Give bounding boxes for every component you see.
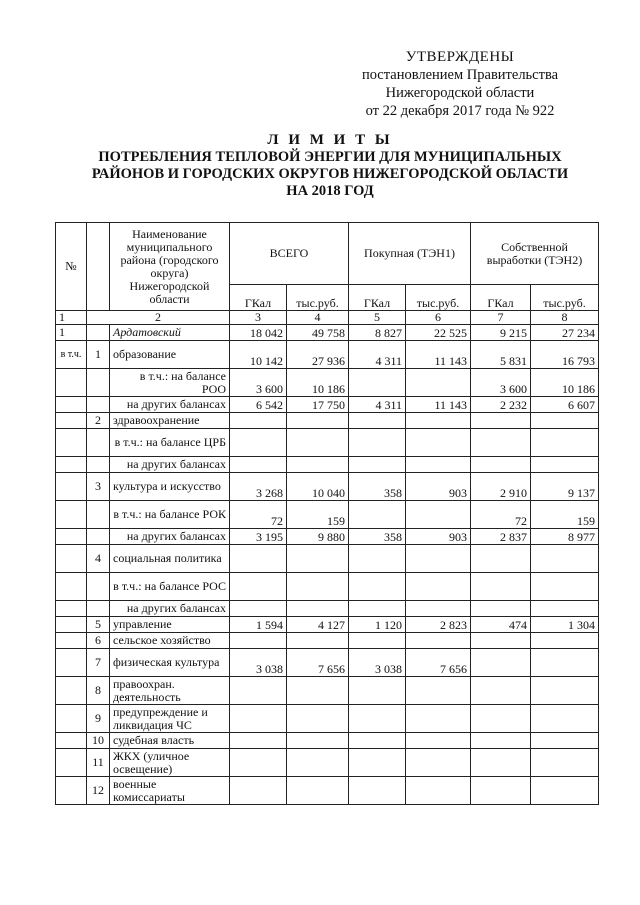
row-subnumber-cell: 8	[87, 677, 110, 705]
approval-block	[340, 48, 580, 120]
row-name-cell: Ардатовский	[110, 325, 230, 341]
row-number-cell	[56, 573, 87, 601]
row-name-cell: предупреждение и ликвидация ЧС	[110, 705, 230, 733]
header-cell-total: ВСЕГО	[230, 223, 349, 285]
row-subnumber-cell: 4	[87, 545, 110, 573]
row-value-cell	[531, 573, 599, 601]
row-value-cell	[471, 545, 531, 573]
row-value-cell	[531, 545, 599, 573]
table-row	[56, 617, 599, 633]
row-value-cell: 9 215	[471, 325, 531, 341]
row-subnumber-cell	[87, 529, 110, 545]
row-value-cell	[349, 369, 406, 397]
index-cell: 4	[287, 311, 349, 325]
table-row	[56, 777, 599, 805]
row-number-cell	[56, 413, 87, 429]
table-row	[56, 749, 599, 777]
table-row	[56, 473, 599, 501]
row-value-cell	[230, 413, 287, 429]
row-number-cell	[56, 601, 87, 617]
row-value-cell	[230, 705, 287, 733]
row-number-cell	[56, 617, 87, 633]
row-value-cell	[471, 457, 531, 473]
row-value-cell	[349, 705, 406, 733]
row-number-cell	[56, 777, 87, 805]
row-number-cell	[56, 429, 87, 457]
row-value-cell: 9 880	[287, 529, 349, 545]
row-value-cell	[287, 677, 349, 705]
row-value-cell	[531, 677, 599, 705]
row-value-cell	[406, 429, 471, 457]
row-value-cell	[230, 601, 287, 617]
row-value-cell	[406, 677, 471, 705]
row-subnumber-cell	[87, 501, 110, 529]
row-name-cell: культура и искусство	[110, 473, 230, 501]
row-value-cell	[230, 429, 287, 457]
row-value-cell	[287, 573, 349, 601]
row-subnumber-cell: 7	[87, 649, 110, 677]
row-value-cell	[287, 733, 349, 749]
row-value-cell: 1 120	[349, 617, 406, 633]
row-subnumber-cell	[87, 397, 110, 413]
header-cell-bought: Покупная (ТЭН1)	[349, 223, 471, 285]
row-name-cell: в т.ч.: на балансе РОО	[110, 369, 230, 397]
row-subnumber-cell: 11	[87, 749, 110, 777]
row-value-cell	[287, 429, 349, 457]
row-value-cell	[349, 733, 406, 749]
header-cell-no: №	[56, 223, 87, 311]
row-value-cell	[471, 705, 531, 733]
index-cell: 6	[406, 311, 471, 325]
row-value-cell	[471, 601, 531, 617]
row-value-cell	[230, 457, 287, 473]
row-value-cell	[230, 633, 287, 649]
row-value-cell: 10 142	[230, 341, 287, 369]
table-row	[56, 677, 599, 705]
index-cell: 3	[230, 311, 287, 325]
table-row	[56, 705, 599, 733]
row-subnumber-cell: 9	[87, 705, 110, 733]
row-value-cell: 4 127	[287, 617, 349, 633]
row-value-cell	[349, 601, 406, 617]
row-number-cell	[56, 733, 87, 749]
row-value-cell	[406, 573, 471, 601]
row-number-cell	[56, 397, 87, 413]
unit-cell: тыс.руб.	[287, 285, 349, 311]
row-value-cell	[406, 777, 471, 805]
row-value-cell	[406, 749, 471, 777]
row-value-cell: 358	[349, 473, 406, 501]
row-name-cell: в т.ч.: на балансе ЦРБ	[110, 429, 230, 457]
row-value-cell	[349, 633, 406, 649]
row-value-cell	[349, 457, 406, 473]
row-value-cell	[349, 413, 406, 429]
row-value-cell	[230, 733, 287, 749]
index-row	[56, 311, 599, 325]
unit-cell: тыс.руб.	[531, 285, 599, 311]
row-value-cell	[531, 429, 599, 457]
table-row	[56, 633, 599, 649]
table-row	[56, 325, 599, 341]
row-subnumber-cell	[87, 601, 110, 617]
row-name-cell: военные комиссариаты	[110, 777, 230, 805]
row-name-cell: на других балансах	[110, 397, 230, 413]
row-name-cell: в т.ч.: на балансе РОС	[110, 573, 230, 601]
row-value-cell: 358	[349, 529, 406, 545]
row-value-cell	[406, 369, 471, 397]
row-value-cell	[287, 705, 349, 733]
row-value-cell: 8 827	[349, 325, 406, 341]
row-value-cell: 159	[531, 501, 599, 529]
row-value-cell	[471, 633, 531, 649]
row-value-cell	[287, 413, 349, 429]
table-row	[56, 529, 599, 545]
row-subnumber-cell	[87, 325, 110, 341]
row-value-cell	[287, 749, 349, 777]
unit-cell: ГКал	[230, 285, 287, 311]
row-value-cell	[471, 749, 531, 777]
row-name-cell: на других балансах	[110, 601, 230, 617]
row-value-cell: 159	[287, 501, 349, 529]
page-bottom-edge	[0, 896, 640, 897]
row-value-cell: 4 311	[349, 397, 406, 413]
row-value-cell: 6 607	[531, 397, 599, 413]
row-name-cell: социальная политика	[110, 545, 230, 573]
row-value-cell	[406, 545, 471, 573]
row-value-cell: 5 831	[471, 341, 531, 369]
heading-line: РАЙОНОВ И ГОРОДСКИХ ОКРУГОВ НИЖЕГОРОДСКОЙ ОБЛАСТИ	[91, 166, 569, 182]
row-name-cell: физическая культура	[110, 649, 230, 677]
row-value-cell: 3 268	[230, 473, 287, 501]
row-value-cell: 2 823	[406, 617, 471, 633]
row-value-cell	[287, 457, 349, 473]
row-value-cell	[349, 429, 406, 457]
row-value-cell	[349, 777, 406, 805]
header-cell-sub	[87, 223, 110, 311]
row-value-cell	[531, 749, 599, 777]
row-value-cell: 7 656	[406, 649, 471, 677]
row-value-cell	[471, 573, 531, 601]
row-value-cell	[531, 733, 599, 749]
row-value-cell	[531, 705, 599, 733]
row-value-cell: 27 936	[287, 341, 349, 369]
row-value-cell	[349, 749, 406, 777]
row-subnumber-cell: 1	[87, 341, 110, 369]
row-value-cell: 27 234	[531, 325, 599, 341]
row-value-cell	[406, 457, 471, 473]
table-row	[56, 733, 599, 749]
row-value-cell	[531, 649, 599, 677]
row-value-cell: 3 600	[471, 369, 531, 397]
row-number-cell	[56, 749, 87, 777]
row-value-cell: 1 594	[230, 617, 287, 633]
row-number-cell	[56, 633, 87, 649]
row-number-cell: в т.ч.	[56, 341, 87, 369]
row-value-cell	[230, 573, 287, 601]
heading-title: Л И М И Т Ы	[267, 132, 393, 148]
row-value-cell: 22 525	[406, 325, 471, 341]
row-number-cell	[56, 705, 87, 733]
row-value-cell: 4 311	[349, 341, 406, 369]
limits-table	[55, 222, 599, 805]
row-subnumber-cell: 3	[87, 473, 110, 501]
row-name-cell: на других балансах	[110, 457, 230, 473]
row-number-cell	[56, 473, 87, 501]
row-value-cell	[349, 573, 406, 601]
row-subnumber-cell: 10	[87, 733, 110, 749]
row-name-cell: судебная власть	[110, 733, 230, 749]
row-value-cell	[287, 777, 349, 805]
row-number-cell	[56, 501, 87, 529]
row-value-cell	[406, 413, 471, 429]
row-value-cell: 72	[471, 501, 531, 529]
row-name-cell: управление	[110, 617, 230, 633]
table-row	[56, 601, 599, 617]
row-name-cell: ЖКХ (уличное освещение)	[110, 749, 230, 777]
row-value-cell: 72	[230, 501, 287, 529]
row-value-cell	[471, 677, 531, 705]
approval-date: от 22 декабря 2017 года № 922	[365, 103, 555, 119]
row-value-cell: 49 758	[287, 325, 349, 341]
row-value-cell: 10 040	[287, 473, 349, 501]
row-value-cell: 11 143	[406, 397, 471, 413]
row-value-cell: 2 232	[471, 397, 531, 413]
row-name-cell: правоохран. деятельность	[110, 677, 230, 705]
row-value-cell	[230, 545, 287, 573]
row-value-cell	[531, 457, 599, 473]
row-subnumber-cell: 5	[87, 617, 110, 633]
row-number-cell	[56, 677, 87, 705]
row-number-cell	[56, 457, 87, 473]
row-subnumber-cell: 2	[87, 413, 110, 429]
row-subnumber-cell	[87, 429, 110, 457]
row-subnumber-cell: 12	[87, 777, 110, 805]
row-value-cell	[349, 501, 406, 529]
row-name-cell: образование	[110, 341, 230, 369]
row-value-cell	[287, 601, 349, 617]
row-value-cell: 16 793	[531, 341, 599, 369]
table-row	[56, 457, 599, 473]
row-value-cell	[406, 601, 471, 617]
index-cell: 7	[471, 311, 531, 325]
row-value-cell: 17 750	[287, 397, 349, 413]
row-number-cell	[56, 545, 87, 573]
heading-line: НА 2018 ГОД	[286, 183, 374, 199]
row-value-cell	[471, 777, 531, 805]
row-value-cell	[287, 633, 349, 649]
table-row	[56, 341, 599, 369]
row-value-cell: 10 186	[287, 369, 349, 397]
document-heading	[40, 132, 620, 200]
row-value-cell: 3 600	[230, 369, 287, 397]
row-number-cell	[56, 529, 87, 545]
row-value-cell: 3 195	[230, 529, 287, 545]
row-value-cell: 11 143	[406, 341, 471, 369]
index-cell: 5	[349, 311, 406, 325]
row-subnumber-cell: 6	[87, 633, 110, 649]
row-name-cell: здравоохранение	[110, 413, 230, 429]
row-value-cell	[349, 677, 406, 705]
heading-line: ПОТРЕБЛЕНИЯ ТЕПЛОВОЙ ЭНЕРГИИ ДЛЯ МУНИЦИПАЛЬНЫХ	[98, 149, 562, 165]
table-row	[56, 397, 599, 413]
row-value-cell	[406, 705, 471, 733]
row-value-cell	[230, 749, 287, 777]
row-subnumber-cell	[87, 457, 110, 473]
row-value-cell: 2 910	[471, 473, 531, 501]
table-row	[56, 573, 599, 601]
row-value-cell: 6 542	[230, 397, 287, 413]
row-value-cell: 18 042	[230, 325, 287, 341]
row-value-cell: 903	[406, 529, 471, 545]
row-number-cell	[56, 649, 87, 677]
row-value-cell: 8 977	[531, 529, 599, 545]
row-value-cell	[531, 601, 599, 617]
row-subnumber-cell	[87, 369, 110, 397]
table-row	[56, 501, 599, 529]
row-value-cell: 9 137	[531, 473, 599, 501]
table-row	[56, 545, 599, 573]
row-value-cell: 903	[406, 473, 471, 501]
row-number-cell	[56, 369, 87, 397]
row-value-cell	[531, 777, 599, 805]
approval-line: постановлением Правительства	[361, 67, 559, 83]
row-value-cell	[406, 633, 471, 649]
row-value-cell	[287, 545, 349, 573]
row-value-cell	[230, 677, 287, 705]
approval-title: УТВЕРЖДЕНЫ	[405, 49, 515, 65]
row-value-cell	[531, 633, 599, 649]
row-value-cell	[471, 733, 531, 749]
row-value-cell	[531, 413, 599, 429]
row-value-cell	[406, 733, 471, 749]
header-cell-own: Собственной выработки (ТЭН2)	[471, 223, 599, 285]
approval-line: Нижегородской области	[385, 85, 535, 101]
unit-cell: ГКал	[349, 285, 406, 311]
row-value-cell: 3 038	[349, 649, 406, 677]
row-subnumber-cell	[87, 573, 110, 601]
row-value-cell: 1 304	[531, 617, 599, 633]
table-row	[56, 649, 599, 677]
row-value-cell: 2 837	[471, 529, 531, 545]
index-cell: 1	[56, 311, 87, 325]
unit-cell: тыс.руб.	[406, 285, 471, 311]
row-value-cell: 10 186	[531, 369, 599, 397]
row-name-cell: сельское хозяйство	[110, 633, 230, 649]
row-value-cell	[471, 649, 531, 677]
header-row	[56, 223, 599, 285]
row-value-cell	[471, 413, 531, 429]
header-cell-name: Наименование муниципального района (городского округа) Нижегородской области	[110, 223, 230, 311]
table-row	[56, 413, 599, 429]
row-value-cell: 3 038	[230, 649, 287, 677]
row-value-cell	[471, 429, 531, 457]
row-value-cell	[349, 545, 406, 573]
row-value-cell: 7 656	[287, 649, 349, 677]
row-value-cell: 474	[471, 617, 531, 633]
row-name-cell: на других балансах	[110, 529, 230, 545]
row-name-cell: в т.ч.: на балансе РОК	[110, 501, 230, 529]
table-row	[56, 429, 599, 457]
row-number-cell: 1	[56, 325, 87, 341]
table-row	[56, 369, 599, 397]
index-cell: 2	[87, 311, 230, 325]
unit-cell: ГКал	[471, 285, 531, 311]
index-cell: 8	[531, 311, 599, 325]
row-value-cell	[230, 777, 287, 805]
row-value-cell	[406, 501, 471, 529]
